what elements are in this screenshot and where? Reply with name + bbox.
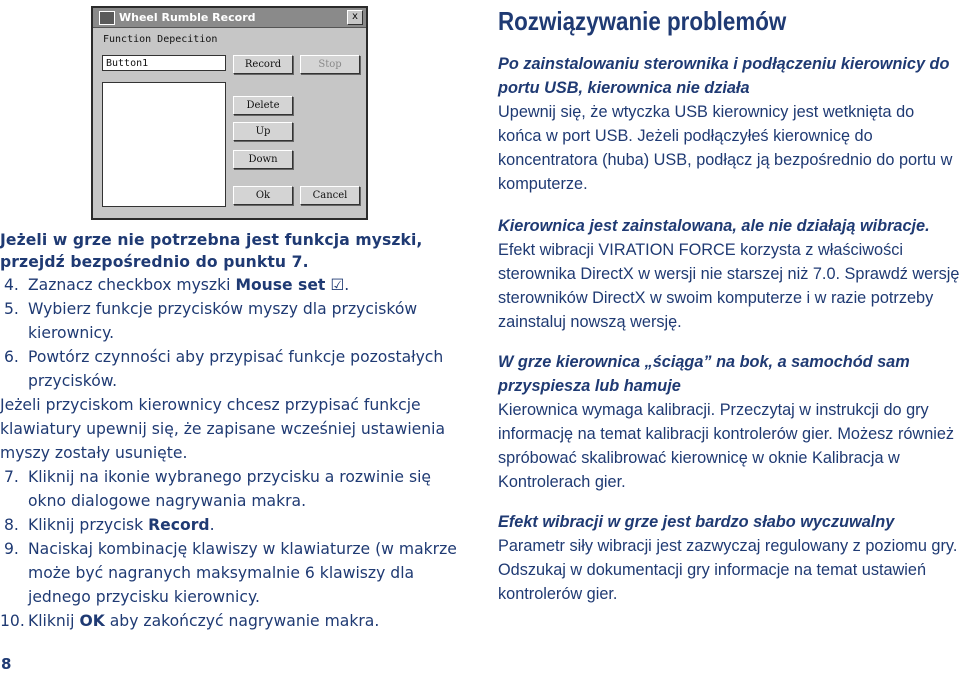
- function-label: Function Depecition: [103, 34, 218, 45]
- step-7: [0, 465, 470, 513]
- wheel-rumble-record-dialog: [91, 6, 368, 220]
- issue-heading: Kierownica jest zainstalowana, ale nie działają wibracje.: [498, 217, 930, 235]
- step-number: 7.: [4, 468, 19, 486]
- step-tail: ☑.: [325, 276, 350, 294]
- macro-listbox[interactable]: [102, 82, 226, 207]
- step-text: Wybierz funkcje przycisków myszy dla przycisków kierownicy.: [28, 300, 418, 342]
- step-5: [0, 297, 470, 345]
- app-icon: [99, 11, 115, 25]
- issue-body: Parametr siły wibracji jest zazwyczaj regulowany z poziomu gry. Odszukaj w dokumentacji gry informacje na temat ustawień kontrolerów gier.: [498, 537, 958, 603]
- issue-body: Efekt wibracji VIRATION FORCE korzysta z właściwości sterownika DirectX w wersji nie starszej niż 7.0. Sprawdź wersję sterowników DirectX w swoim komputerze i w razie potrzeby zainstaluj nowszą wersję.: [498, 241, 959, 331]
- step-10: [0, 609, 470, 633]
- step-tail: .: [209, 516, 215, 534]
- step-text: Kliknij przycisk: [28, 516, 149, 534]
- step-text: Powtórz czynności aby przypisać funkcje pozostałych przycisków.: [28, 348, 444, 390]
- record-button[interactable]: Record: [233, 55, 293, 74]
- page-number: 8: [1, 655, 12, 673]
- delete-button[interactable]: Delete: [233, 96, 293, 115]
- left-column: [0, 229, 470, 633]
- step-text: Zaznacz checkbox myszki: [28, 276, 236, 294]
- step-4: [0, 273, 470, 297]
- issue-heading: Efekt wibracji w grze jest bardzo słabo wyczuwalny: [498, 513, 895, 531]
- issue-heading: W grze kierownica „ściąga” na bok, a samochód sam przyspiesza lub hamuje: [498, 353, 910, 395]
- step-8: [0, 513, 470, 537]
- dialog-titlebar: [93, 8, 366, 28]
- step-text: Naciskaj kombinację klawiszy w klawiaturze (w makrze może być nagranych maksymalnie 6 klawiszy dla jednego przycisku kierownicy.: [28, 540, 457, 606]
- step-9: [0, 537, 470, 609]
- right-column: [498, 0, 959, 606]
- function-input[interactable]: Button1: [102, 55, 226, 71]
- step-number: 9.: [4, 540, 19, 558]
- issue-heading: Po zainstalowaniu sterownika i podłączeniu kierownicy do portu USB, kierownica nie działa: [498, 55, 950, 97]
- step-number: 5.: [4, 300, 19, 318]
- step-number: 6.: [4, 348, 19, 366]
- skip-mouse-heading: Jeżeli w grze nie potrzebna jest funkcja myszki, przejdź bezpośrednio do punktu 7.: [0, 231, 423, 271]
- step-tail: aby zakończyć nagrywanie makra.: [104, 612, 380, 630]
- step-6: [0, 345, 470, 393]
- dialog-title: Wheel Rumble Record: [119, 11, 256, 24]
- down-button[interactable]: Down: [233, 150, 293, 169]
- keyboard-note: Jeżeli przyciskom kierownicy chcesz przypisać funkcje klawiatury upewnij się, że zapisane wcześniej ustawienia myszy zostały usunięte.: [0, 396, 446, 462]
- step-number: 10.: [0, 612, 25, 630]
- issue-body: Upewnij się, że wtyczka USB kierownicy jest wetknięta do końca w port USB. Jeżeli podłączyłeś kierownicę do koncentratora (huba) USB, podłącz ją bezpośrednio do portu w komputerze.: [498, 103, 953, 193]
- step-text: Kliknij: [28, 612, 80, 630]
- up-button[interactable]: Up: [233, 122, 293, 141]
- troubleshooting-title: Rozwiązywanie problemów: [498, 6, 787, 36]
- step-bold: Mouse set: [235, 276, 326, 294]
- cancel-button[interactable]: Cancel: [300, 186, 360, 205]
- issue-body: Kierownica wymaga kalibracji. Przeczytaj w instrukcji do gry informację na temat kalibracji kontrolerów gier. Możesz również spróbować skalibrować kierownicę w oknie Kalibracja w Kontrolerach gier.: [498, 401, 955, 491]
- stop-button[interactable]: Stop: [300, 55, 360, 74]
- step-text: Kliknij na ikonie wybranego przycisku a rozwinie się okno dialogowe nagrywania makra.: [28, 468, 432, 510]
- ok-button[interactable]: Ok: [233, 186, 293, 205]
- step-bold: OK: [79, 612, 105, 630]
- step-bold: Record: [148, 516, 210, 534]
- step-number: 8.: [4, 516, 19, 534]
- step-number: 4.: [4, 276, 19, 294]
- close-icon[interactable]: x: [347, 10, 363, 25]
